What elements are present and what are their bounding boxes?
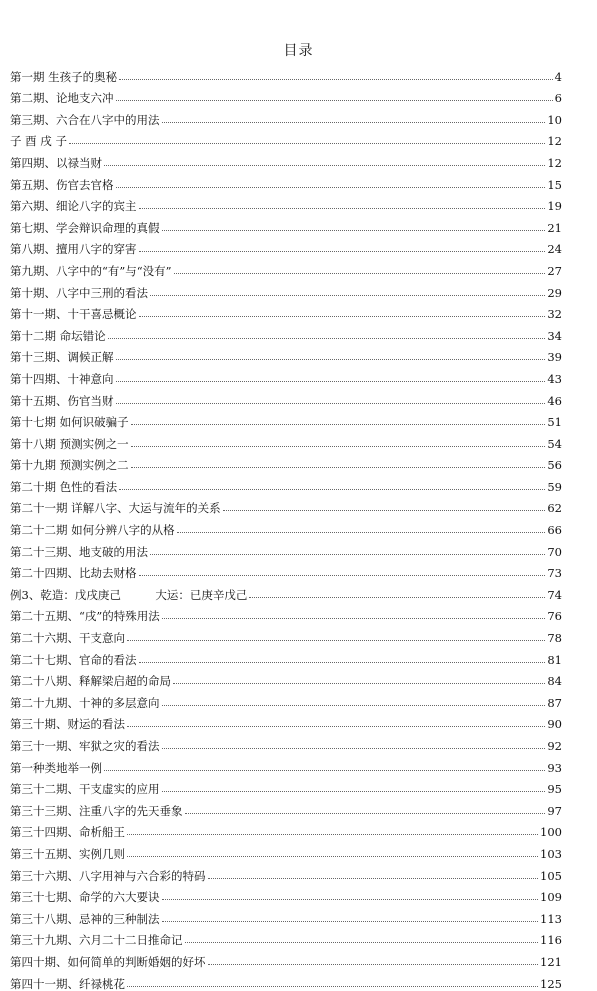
toc-entry-label: 第四期、以禄当财 [10, 155, 102, 170]
toc-entry-page-number: 24 [547, 242, 562, 257]
toc-entry-page-number: 34 [547, 328, 562, 343]
toc-entry-page-number: 92 [547, 739, 562, 753]
toc-entry-page-number: 12 [547, 155, 562, 170]
toc-entry-label: 第三十五期、实例几则 [10, 846, 125, 861]
toc-entry[interactable] [10, 364, 562, 386]
toc-entry-label: 第三十九期、六月二十二日推命记 [10, 933, 183, 948]
dot-leader [139, 316, 546, 317]
toc-entry-page-number: 90 [547, 717, 562, 732]
toc-entry-label: 第三十八期、忌神的三种制法 [10, 911, 160, 926]
toc-entry-page-number: 56 [547, 458, 562, 473]
toc-entry-label: 第二十四期、比劫去财格 [10, 566, 137, 581]
toc-entry[interactable] [10, 602, 562, 624]
toc-entry-label: 第二十八期、释解梁启超的命局 [10, 674, 171, 689]
toc-entry-label: 第三十四期、命析船王 [10, 825, 125, 840]
toc-entry[interactable] [10, 861, 562, 883]
dot-leader [69, 143, 545, 144]
toc-entry-label: 第十九期 预测实例之二 [10, 458, 129, 473]
dot-leader [208, 878, 539, 879]
dot-leader [116, 100, 553, 101]
dot-leader [162, 899, 539, 900]
toc-entry-page-number: 100 [540, 825, 562, 840]
toc-entry-page-number: 95 [547, 782, 562, 797]
dot-leader [116, 187, 546, 188]
toc-entry-page-number: 62 [547, 501, 562, 516]
toc-entry[interactable] [10, 256, 562, 278]
toc-entry[interactable] [10, 645, 562, 667]
toc-entry-label: 第十一期、十干喜忌概论 [10, 307, 137, 322]
toc-entry-page-number: 84 [547, 674, 562, 689]
dot-leader [116, 381, 546, 382]
toc-entry-page-number: 76 [547, 609, 562, 624]
toc-entry-page-number: 32 [547, 307, 562, 322]
toc-entry-page-number: 87 [547, 695, 562, 710]
toc-entry-label: 第九期、八字中的“有”与“没有” [10, 263, 172, 278]
toc-entry-label: 第一期 生孩子的奥秘 [10, 69, 118, 84]
dot-leader [131, 446, 546, 447]
dot-leader [174, 273, 546, 274]
toc-entry-page-number: 21 [547, 220, 562, 235]
dot-leader [139, 251, 546, 252]
toc-entry[interactable] [10, 213, 562, 235]
toc-entry-label: 第四十期、如何简单的判断婚姻的好坏 [10, 954, 206, 969]
dot-leader [119, 489, 545, 490]
dot-leader [150, 295, 545, 296]
toc-entry-label: 第三十二期、干支虚实的应用 [10, 782, 160, 797]
toc-entry-page-number: 15 [547, 177, 562, 192]
toc-entry[interactable] [10, 818, 562, 840]
toc-entry[interactable] [10, 559, 562, 581]
toc-entry-label: 第二期、论地支六冲 [10, 91, 114, 106]
toc-entry-label: 第三十七期、命学的六大要诀 [10, 890, 160, 905]
toc-entry-page-number: 116 [540, 933, 562, 948]
table-of-contents [10, 62, 562, 991]
toc-entry-page-number: 74 [547, 587, 562, 602]
dot-leader [116, 359, 546, 360]
toc-entry-page-number: 97 [547, 803, 562, 818]
toc-entry-page-number: 125 [540, 976, 562, 991]
dot-leader [116, 403, 546, 404]
toc-entry[interactable] [10, 926, 562, 948]
toc-entry[interactable] [10, 753, 562, 775]
toc-entry[interactable] [10, 904, 562, 926]
toc-entry[interactable] [10, 515, 562, 537]
dot-leader [131, 467, 546, 468]
toc-entry-label: 第二十七期、官命的看法 [10, 652, 137, 667]
toc-entry-page-number: 19 [547, 199, 562, 214]
dot-leader [127, 856, 538, 857]
toc-entry-page-number: 109 [540, 890, 562, 905]
toc-entry-page-number: 59 [547, 479, 562, 494]
dot-leader [127, 726, 545, 727]
toc-entry-label: 第五期、伤官去官格 [10, 177, 114, 192]
toc-entry[interactable] [10, 62, 562, 84]
toc-title: 目录 [283, 43, 314, 59]
dot-leader [150, 554, 545, 555]
toc-entry-page-number: 10 [547, 112, 562, 127]
toc-entry-page-number: 46 [547, 393, 562, 408]
dot-leader [162, 122, 546, 123]
dot-leader [162, 921, 539, 922]
toc-entry-label: 第十四期、十神意向 [10, 371, 114, 386]
toc-entry[interactable] [10, 731, 562, 753]
dot-leader [185, 942, 539, 943]
toc-entry[interactable] [10, 969, 562, 991]
dot-leader [104, 770, 545, 771]
toc-entry-page-number: 4 [554, 69, 562, 84]
dot-leader [139, 662, 546, 663]
toc-entry[interactable] [10, 148, 562, 170]
toc-entry-page-number: 12 [547, 134, 562, 149]
toc-entry[interactable] [10, 278, 562, 300]
toc-entry-page-number: 6 [554, 91, 562, 106]
dot-leader [249, 597, 545, 598]
toc-entry[interactable] [10, 537, 562, 559]
toc-entry-page-number: 73 [547, 566, 562, 581]
toc-entry-page-number: 43 [547, 371, 562, 386]
toc-entry-label: 第二十九期、十神的多层意向 [10, 695, 160, 710]
dot-leader [177, 532, 546, 533]
toc-entry-page-number: 103 [540, 846, 562, 861]
toc-entry-label: 第七期、学会辩识命理的真假 [10, 220, 160, 235]
toc-entry-page-number: 54 [547, 436, 562, 451]
toc-entry[interactable] [10, 472, 562, 494]
toc-entry[interactable] [10, 883, 562, 905]
toc-entry-label: 第十五期、伤官当财 [10, 393, 114, 408]
toc-entry-label: 第三十一期、牢狱之灾的看法 [10, 739, 160, 753]
toc-entry-page-number: 78 [547, 631, 562, 646]
dot-leader [162, 618, 546, 619]
toc-entry-label: 第三十三期、注重八字的先天垂象 [10, 803, 183, 818]
toc-entry-label: 第十期、八字中三刑的看法 [10, 285, 148, 300]
toc-entry-page-number: 105 [540, 868, 562, 883]
toc-entry-page-number: 29 [547, 285, 562, 300]
toc-entry-label: 例3、乾造：戊戌庚己 大运：已庚辛戊己 [10, 587, 248, 602]
toc-entry[interactable] [10, 170, 562, 192]
dot-leader [162, 791, 546, 792]
dot-leader [139, 575, 546, 576]
toc-entry[interactable] [10, 105, 562, 127]
toc-entry[interactable] [10, 192, 562, 214]
toc-entry[interactable] [10, 580, 562, 602]
toc-entry[interactable] [10, 451, 562, 473]
dot-leader [131, 424, 546, 425]
toc-entry-page-number: 39 [547, 350, 562, 365]
dot-leader [108, 338, 546, 339]
toc-entry-label: 第一种类地举一例 [10, 760, 102, 775]
toc-entry-label: 第二十期 色性的看法 [10, 479, 118, 494]
toc-entry[interactable] [10, 408, 562, 430]
toc-entry[interactable] [10, 623, 562, 645]
toc-entry-label: 第二十六期、干支意向 [10, 631, 125, 646]
toc-entry-label: 第三十期、财运的看法 [10, 717, 125, 732]
toc-entry[interactable] [10, 688, 562, 710]
toc-entry-label: 第八期、擅用八字的穿害 [10, 242, 137, 257]
toc-entry[interactable] [10, 343, 562, 365]
toc-entry[interactable] [10, 775, 562, 797]
toc-entry[interactable] [10, 300, 562, 322]
dot-leader [208, 964, 539, 965]
toc-entry-page-number: 93 [547, 760, 562, 775]
toc-entry-label: 第二十一期 详解八字、大运与流年的关系 [10, 501, 221, 516]
dot-leader [162, 230, 546, 231]
toc-entry[interactable] [10, 235, 562, 257]
toc-entry-label: 第十二期 命坛错论 [10, 328, 106, 343]
toc-entry-page-number: 70 [547, 544, 562, 559]
dot-leader [173, 683, 545, 684]
toc-entry[interactable] [10, 796, 562, 818]
toc-entry[interactable] [10, 947, 562, 969]
toc-entry-label: 第三期、六合在八字中的用法 [10, 112, 160, 127]
toc-entry-page-number: 66 [547, 523, 562, 538]
toc-entry[interactable] [10, 839, 562, 861]
toc-entry-page-number: 51 [547, 415, 562, 430]
toc-entry[interactable] [10, 710, 562, 732]
toc-entry[interactable] [10, 321, 562, 343]
dot-leader [119, 79, 553, 80]
toc-entry-label: 第四十一期、纤禄桃花 [10, 976, 125, 991]
toc-entry-label: 第二十五期、“戌”的特殊用法 [10, 609, 160, 624]
toc-entry[interactable] [10, 494, 562, 516]
toc-entry-page-number: 121 [540, 954, 562, 969]
toc-entry[interactable] [10, 386, 562, 408]
toc-entry[interactable] [10, 667, 562, 689]
toc-entry[interactable] [10, 84, 562, 106]
toc-entry-label: 第二十三期、地支破的用法 [10, 544, 148, 559]
toc-entry-label: 第十三期、调候正解 [10, 350, 114, 365]
dot-leader [162, 748, 546, 749]
dot-leader [139, 208, 546, 209]
toc-entry-page-number: 27 [547, 263, 562, 278]
toc-entry-label: 第十七期 如何识破骗子 [10, 415, 129, 430]
toc-entry[interactable] [10, 127, 562, 149]
toc-entry-label: 子 酉 戌 子 [10, 134, 67, 149]
dot-leader [223, 510, 546, 511]
toc-entry-label: 第十八期 预测实例之一 [10, 436, 129, 451]
toc-entry-page-number: 81 [547, 652, 562, 667]
toc-entry-label: 第二十二期 如何分辨八字的从格 [10, 523, 175, 538]
toc-entry-page-number: 113 [540, 911, 562, 926]
dot-leader [162, 705, 546, 706]
toc-entry-label: 第六期、细论八字的宾主 [10, 199, 137, 214]
dot-leader [127, 986, 538, 987]
dot-leader [127, 834, 538, 835]
dot-leader [104, 165, 545, 166]
dot-leader [127, 640, 545, 641]
dot-leader [185, 813, 546, 814]
toc-entry[interactable] [10, 429, 562, 451]
toc-entry-label: 第三十六期、八字用神与六合彩的特码 [10, 868, 206, 883]
